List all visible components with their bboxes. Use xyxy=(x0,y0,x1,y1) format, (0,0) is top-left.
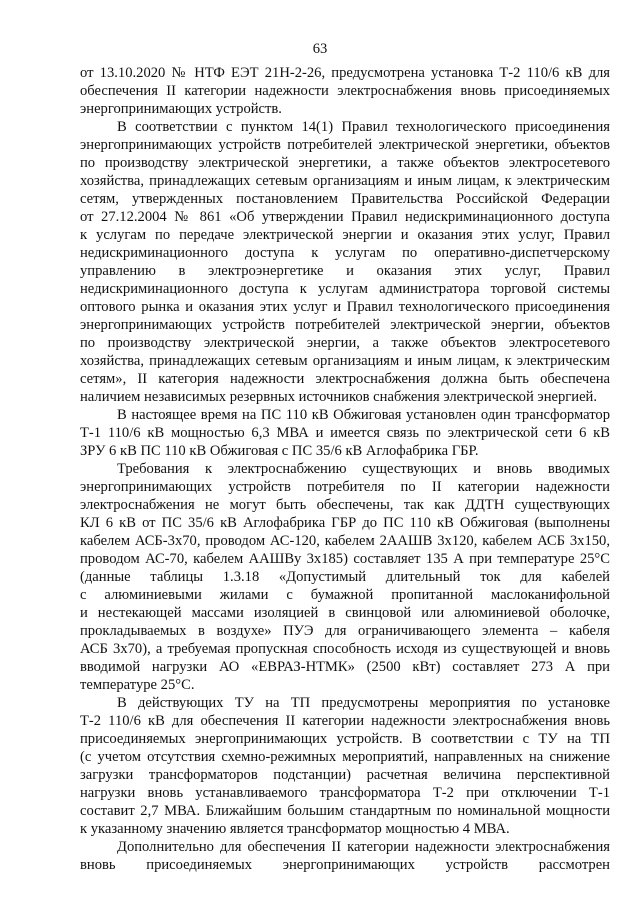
text-line: прокладываемых в воздухе» ПУЭ для ограничивающего элемента – кабеля xyxy=(80,623,610,639)
text-line: (данные таблицы 1.3.18 «Допустимый длительный ток для кабелей xyxy=(80,569,610,585)
paragraph xyxy=(80,838,610,874)
paragraph xyxy=(80,406,610,460)
text-line: с алюминиевыми жилами с бумажной пропитанной маслоканифольной xyxy=(80,587,610,603)
text-line: В соответствии с пунктом 14(1) Правил технологического присоединения xyxy=(117,119,610,135)
text-line: управлению в электроэнергетике и оказания этих услуг, Правил xyxy=(80,263,610,279)
text-line: оптового рынка и оказания этих услуг и Правил технологического присоединения xyxy=(80,299,610,315)
text-line: Требования к электроснабжению существующих и вновь вводимых xyxy=(117,461,610,477)
text-line: энергопринимающих устройств потребителя по II категории надежности xyxy=(80,479,610,495)
text-line: присоединяемых энергопринимающих устройств. В соответствии с ТУ на ТП xyxy=(80,731,610,747)
text-line: по производству электрической энергетики, а также объектов электросетевого xyxy=(80,155,610,171)
paragraph xyxy=(80,64,610,118)
text-line: энергопринимающих устройств потребителей электрической энергетики, объектов xyxy=(80,137,610,153)
text-line: к услугам по передаче электрической энергии и оказания этих услуг, Правил xyxy=(80,227,610,243)
text-line: кабелем АСБ-3х70, проводом АС-120, кабелем 2ААШВ 3х120, кабелем АСБ 3х150, xyxy=(80,533,610,549)
text-line: энергопринимающих устройств. xyxy=(80,101,282,117)
text-line: вновь присоединяемых энергопринимающих устройств рассмотрен xyxy=(80,857,610,873)
text-line: от 13.10.2020 № НТФ ЕЭТ 21Н-2-26, предусмотрена установка Т-2 110/6 кВ для xyxy=(80,65,610,81)
text-line: хозяйства, принадлежащих сетевым организациям и иным лицам, к электрическим xyxy=(80,173,610,189)
text-line: нагрузки вновь устанавливаемого трансформатора Т-2 при отключении Т-1 xyxy=(80,785,610,801)
page-number: 63 xyxy=(312,41,328,57)
text-line: Т-1 110/6 кВ мощностью 6,3 МВА и имеется связь по электрической сети 6 кВ xyxy=(80,425,610,441)
text-line: Т-2 110/6 кВ для обеспечения II категории надежности электроснабжения вновь xyxy=(80,713,610,729)
text-line: сетям», II категория надежности электроснабжения должна быть обеспечена xyxy=(80,371,610,387)
text-line: обеспечения II категории надежности электроснабжения вновь присоединяемых xyxy=(80,83,610,99)
body-text xyxy=(80,64,610,874)
paragraph xyxy=(80,118,610,406)
text-line: Дополнительно для обеспечения II категории надежности электроснабжения xyxy=(117,839,610,855)
text-line: сетям, утвержденных постановлением Правительства Российской Федерации xyxy=(80,191,610,207)
text-line: и нестекающей массами изоляцией в свинцовой или алюминиевой оболочке, xyxy=(80,605,610,621)
text-line: недискриминационного доступа к услугам по оперативно-диспетчерскому xyxy=(80,245,610,261)
text-line: температуре 25°С. xyxy=(80,677,195,693)
text-line: к указанному значению является трансформатор мощностью 4 МВА. xyxy=(80,821,510,837)
text-line: В настоящее время на ПС 110 кВ Обжиговая установлен один трансформатор xyxy=(117,407,610,423)
text-line: от 27.12.2004 № 861 «Об утверждении Правил недискриминационного доступа xyxy=(80,209,610,225)
text-line: вводимой нагрузки АО «ЕВРАЗ-НТМК» (2500 кВт) составляет 273 А при xyxy=(80,659,610,675)
text-line: недискриминационного доступа к услугам администратора торговой системы xyxy=(80,281,610,297)
text-line: хозяйства, принадлежащих сетевым организациям и иным лицам, к электрическим xyxy=(80,353,610,369)
text-line: АСБ 3х70), а требуемая пропускная способность исходя из существующей и вновь xyxy=(80,641,610,657)
paragraph xyxy=(80,694,610,838)
text-line: энергопринимающих устройств потребителей электрической энергии, объектов xyxy=(80,317,610,333)
text-line: электроснабжения не могут быть обеспечены, так как ДДТН существующих xyxy=(80,497,610,513)
text-line: (с учетом отсутствия схемно-режимных мероприятий, направленных на снижение xyxy=(80,749,610,765)
text-line: ЗРУ 6 кВ ПС 110 кВ Обжиговая с ПС 35/6 кВ Аглофабрика ГБР. xyxy=(80,443,479,459)
text-line: В действующих ТУ на ТП предусмотрены мероприятия по установке xyxy=(117,695,610,711)
text-line: проводом АС-70, кабелем ААШВу 3х185) составляет 135 А при температуре 25°С xyxy=(80,551,610,567)
paragraph xyxy=(80,460,610,694)
text-line: наличием независимых резервных источников снабжения электрической энергией. xyxy=(80,389,598,405)
text-line: КЛ 6 кВ от ПС 35/6 кВ Аглофабрика ГБР до ПС 110 кВ Обжиговая (выполнены xyxy=(80,515,610,531)
text-line: составит 2,7 МВА. Ближайшим большим стандартным по номинальной мощности xyxy=(80,803,610,819)
text-line: по производству электрической энергии, а также объектов электросетевого xyxy=(80,335,610,351)
text-line: загрузки трансформаторов подстанции) расчетная величина перспективной xyxy=(80,767,610,783)
